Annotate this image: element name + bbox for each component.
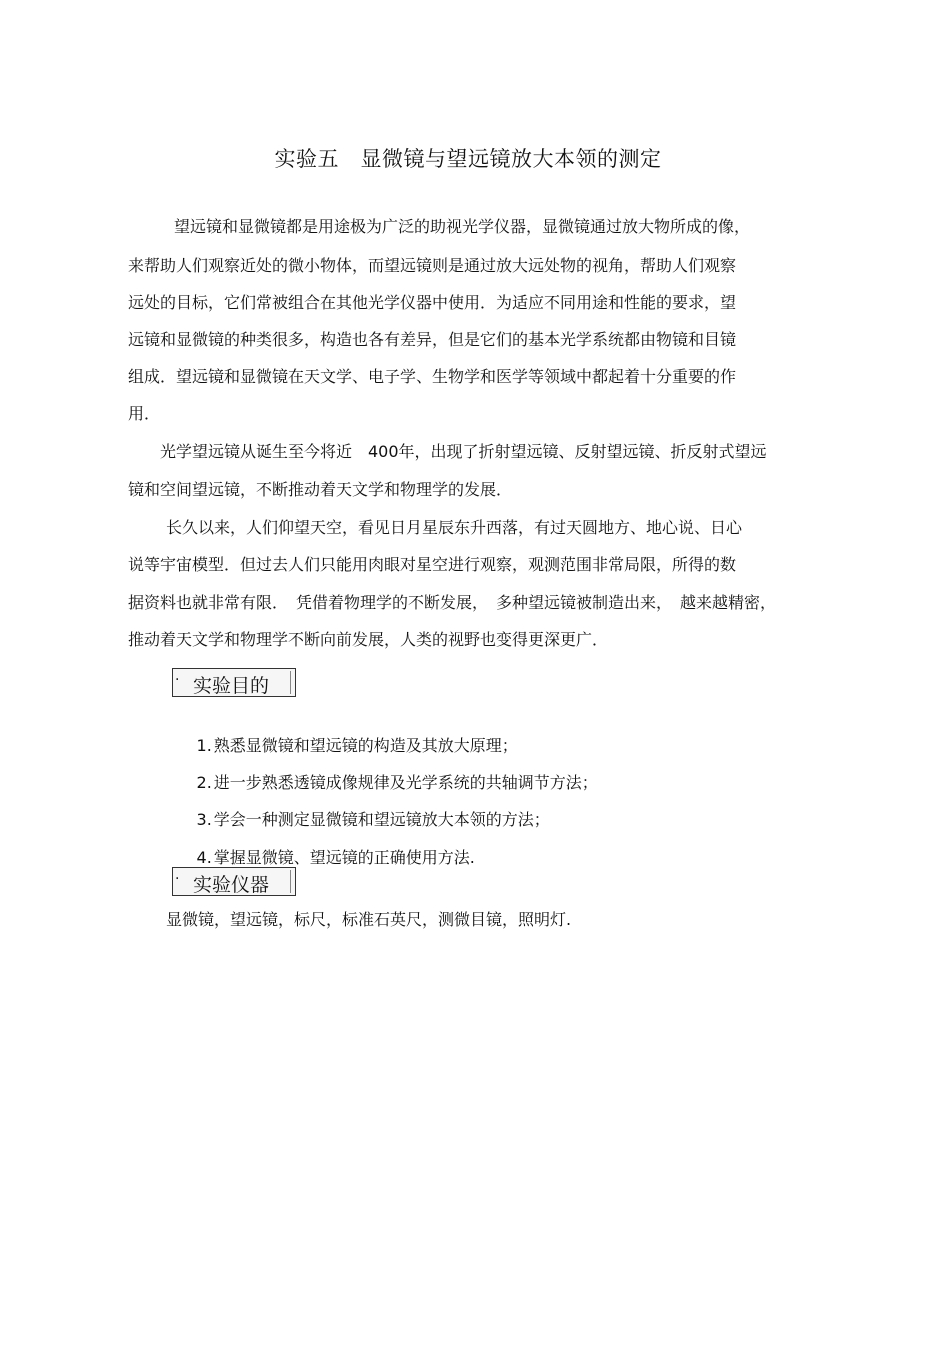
paragraph-line: 组成．望远镜和显微镜在天文学、电子学、生物学和医学等领域中都起着十分重要的作 (128, 367, 737, 386)
page-title: 实验五 显微镜与望远镜放大本领的测定 (274, 147, 662, 171)
paragraph-line: 远镜和显微镜的种类很多，构造也各有差异，但是它们的基本光学系统都由物镜和目镜 (128, 330, 737, 349)
section-edge-divider (290, 671, 291, 694)
list-item: 3. 学会一种测定显微镜和望远镜放大本领的方法； (196, 810, 550, 829)
list-item: 4. 掌握显微镜、望远镜的正确使用方法. (196, 848, 475, 867)
paragraph-line: 光学望远镜从诞生至今将近 400年，出现了折射望远镜、反射望远镜、折反射式望远 (160, 442, 767, 461)
paragraph-line: 说等宇宙模型．但过去人们只能用肉眼对星空进行观察，观测范围非常局限，所得的数 (128, 555, 737, 574)
section-heading-apparatus (172, 867, 296, 896)
paragraph-line: 来帮助人们观察近处的微小物体，而望远镜则是通过放大远处物的视角，帮助人们观察 (128, 256, 737, 275)
section-bullet: · (175, 672, 180, 688)
list-item: 1. 熟悉显微镜和望远镜的构造及其放大原理； (196, 736, 518, 755)
section-label: 实验仪器 (193, 874, 270, 896)
paragraph-line: 推动着天文学和物理学不断向前发展，人类的视野也变得更深更广． (128, 630, 609, 649)
apparatus-list: 显微镜，望远镜，标尺，标准石英尺，测微目镜，照明灯. (166, 910, 572, 929)
section-heading-purpose (172, 668, 296, 697)
section-edge-divider (290, 870, 291, 893)
paragraph-line: 长久以来，人们仰望天空，看见日月星辰东升西落，有过天圆地方、地心说、日心 (166, 518, 743, 537)
paragraph-line: 镜和空间望远镜，不断推动着天文学和物理学的发展． (128, 480, 513, 499)
section-label: 实验目的 (193, 675, 270, 697)
paragraph-line: 望远镜和显微镜都是用途极为广泛的助视光学仪器，显微镜通过放大物所成的像， (174, 217, 751, 236)
list-item: 2. 进一步熟悉透镜成像规律及光学系统的共轴调节方法； (196, 773, 598, 792)
paragraph-line: 据资料也就非常有限． 凭借着物理学的不断发展， 多种望远镜被制造出来， 越来越精密， (128, 593, 777, 612)
paragraph-line: 用． (128, 404, 161, 423)
paragraph-line: 远处的目标，它们常被组合在其他光学仪器中使用．为适应不同用途和性能的要求，望 (128, 293, 737, 312)
section-bullet: · (175, 871, 180, 887)
